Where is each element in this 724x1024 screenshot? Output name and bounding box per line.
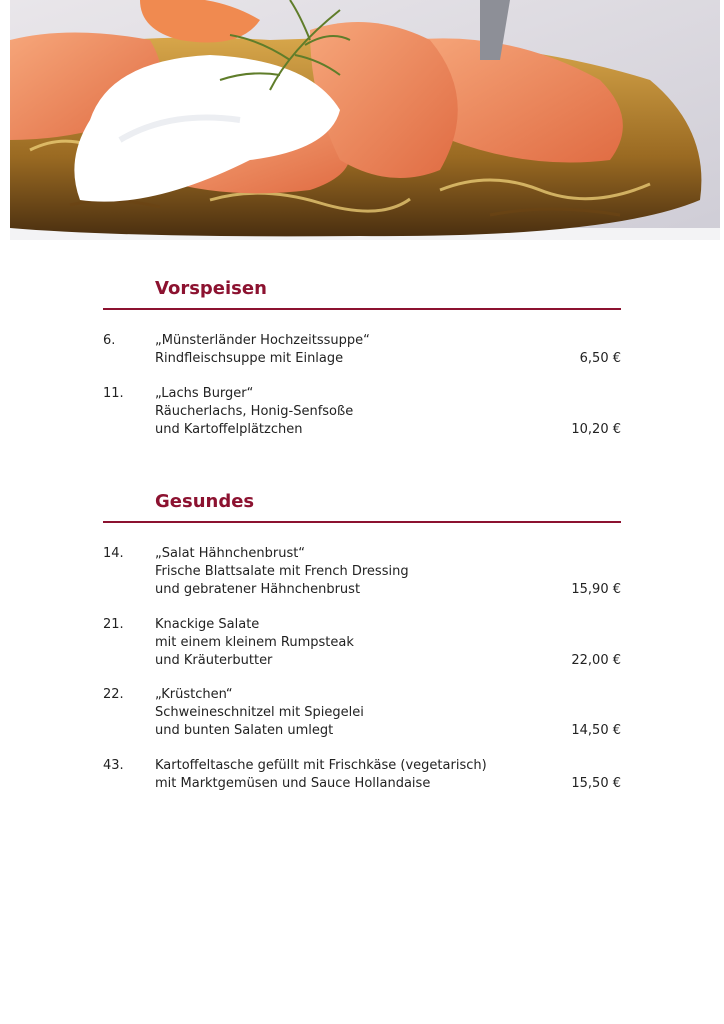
- item-detail: Schweineschnitzel mit Spiegelei: [155, 705, 364, 720]
- item-description: [155, 545, 409, 599]
- menu-item: [103, 757, 621, 793]
- menu-item: [103, 686, 621, 740]
- item-number: 21.: [103, 617, 124, 632]
- item-detail: Rindfleischsuppe mit Einlage: [155, 351, 344, 366]
- section-divider: [103, 521, 621, 523]
- item-description: [155, 686, 364, 740]
- item-name: Kartoffeltasche gefüllt mit Frischkäse (vegetarisch): [155, 758, 487, 773]
- menu-item: [103, 616, 621, 670]
- item-description: [155, 385, 353, 439]
- item-description: [155, 332, 370, 368]
- section-vorspeisen: [103, 278, 621, 310]
- item-price: 6,50 €: [579, 351, 621, 366]
- item-detail: und gebratener Hähnchenbrust: [155, 582, 361, 597]
- menu-item: [103, 385, 621, 439]
- menu-item: [103, 545, 621, 599]
- item-price: 10,20 €: [571, 422, 621, 437]
- item-price: 15,90 €: [571, 582, 621, 597]
- menu-item: [103, 332, 621, 368]
- item-name: Knackige Salate: [155, 617, 260, 632]
- hero-photo-potato-pancake-with-smoked-salmon: [10, 0, 720, 240]
- item-name: „Lachs Burger“: [155, 386, 254, 401]
- item-description: [155, 757, 487, 793]
- item-detail: und bunten Salaten umlegt: [155, 723, 334, 738]
- hero-food-illustration: [10, 0, 720, 240]
- item-number: 6.: [103, 333, 116, 348]
- section-title: Gesundes: [155, 491, 255, 512]
- item-number: 14.: [103, 546, 124, 561]
- item-number: 11.: [103, 386, 124, 401]
- section-title: Vorspeisen: [155, 278, 267, 299]
- item-price: 22,00 €: [571, 653, 621, 668]
- item-description: [155, 616, 354, 670]
- item-detail: und Kartoffelplätzchen: [155, 422, 303, 437]
- section-gesundes: [103, 491, 621, 523]
- item-detail: und Kräuterbutter: [155, 653, 273, 668]
- item-detail: Räucherlachs, Honig-Senfsoße: [155, 404, 354, 419]
- section-divider: [103, 308, 621, 310]
- item-name: „Salat Hähnchenbrust“: [155, 546, 306, 561]
- item-detail: mit Marktgemüsen und Sauce Hollandaise: [155, 776, 431, 791]
- item-name: „Münsterländer Hochzeitssuppe“: [155, 333, 370, 348]
- item-detail: mit einem kleinem Rumpsteak: [155, 635, 354, 650]
- item-name: „Krüstchen“: [155, 687, 233, 702]
- item-number: 22.: [103, 687, 124, 702]
- item-number: 43.: [103, 758, 124, 773]
- item-detail: Frische Blattsalate mit French Dressing: [155, 564, 409, 579]
- item-price: 14,50 €: [571, 723, 621, 738]
- item-price: 15,50 €: [571, 776, 621, 791]
